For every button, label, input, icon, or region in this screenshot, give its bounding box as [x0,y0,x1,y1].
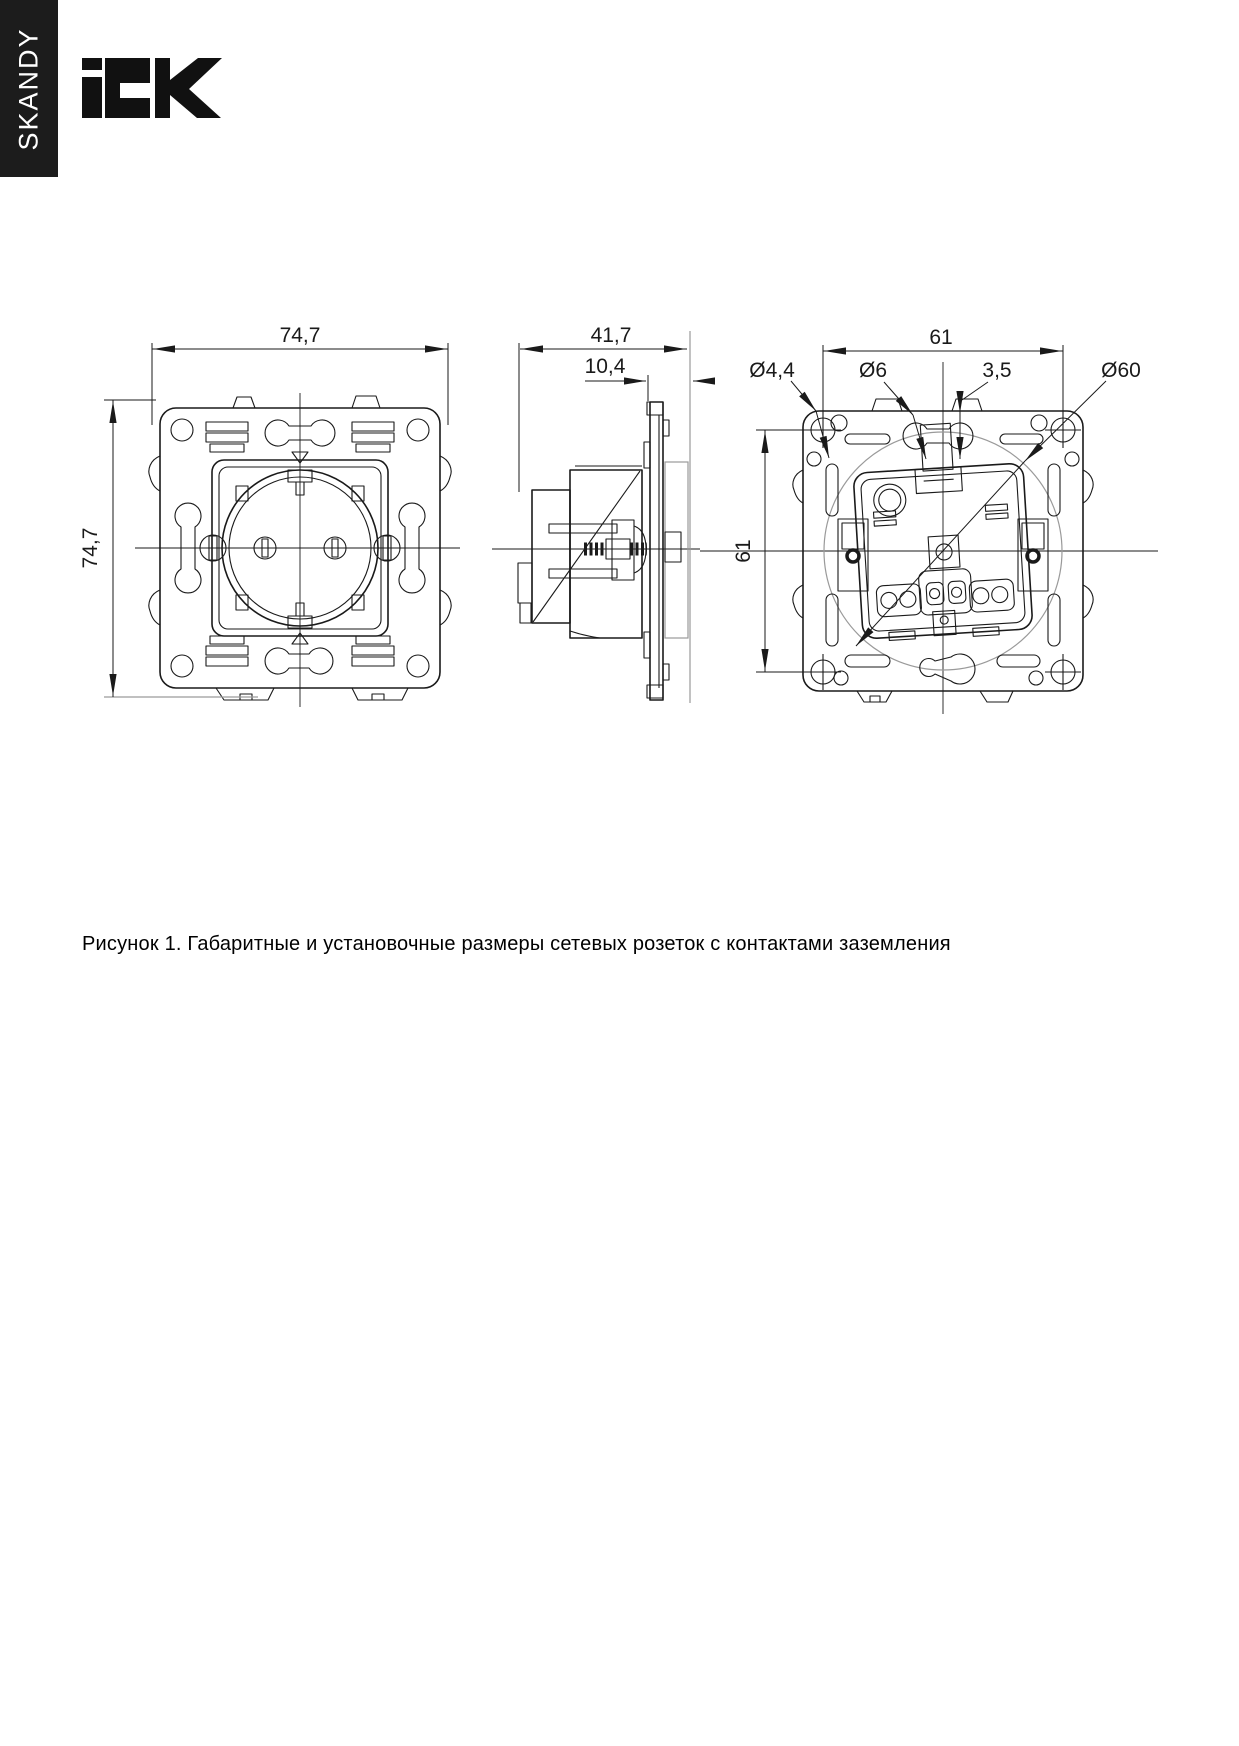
figure-caption: Рисунок 1. Габаритные и установочные размеры сетевых розеток с контактами заземления [82,933,951,955]
slot-hole-dia-label: Ø6 [858,359,888,382]
series-label: SKANDY [13,26,44,151]
back-width-dim: 61 [929,326,953,349]
side-view [492,324,715,703]
screw-hole-dia-label: Ø4,4 [749,359,795,382]
side-depth-dim: 41,7 [590,324,632,347]
front-width-dim: 74,7 [279,324,321,347]
front-view [79,324,460,707]
slot-width-label: 3,5 [982,359,1012,382]
mounting-dia-label: Ø60 [1101,359,1141,382]
socket-mechanism [850,419,1033,643]
front-height-dim: 74,7 [79,527,102,569]
side-front-depth-dim: 10,4 [584,355,626,378]
back-view [700,326,1158,714]
back-height-dim: 61 [732,539,755,563]
